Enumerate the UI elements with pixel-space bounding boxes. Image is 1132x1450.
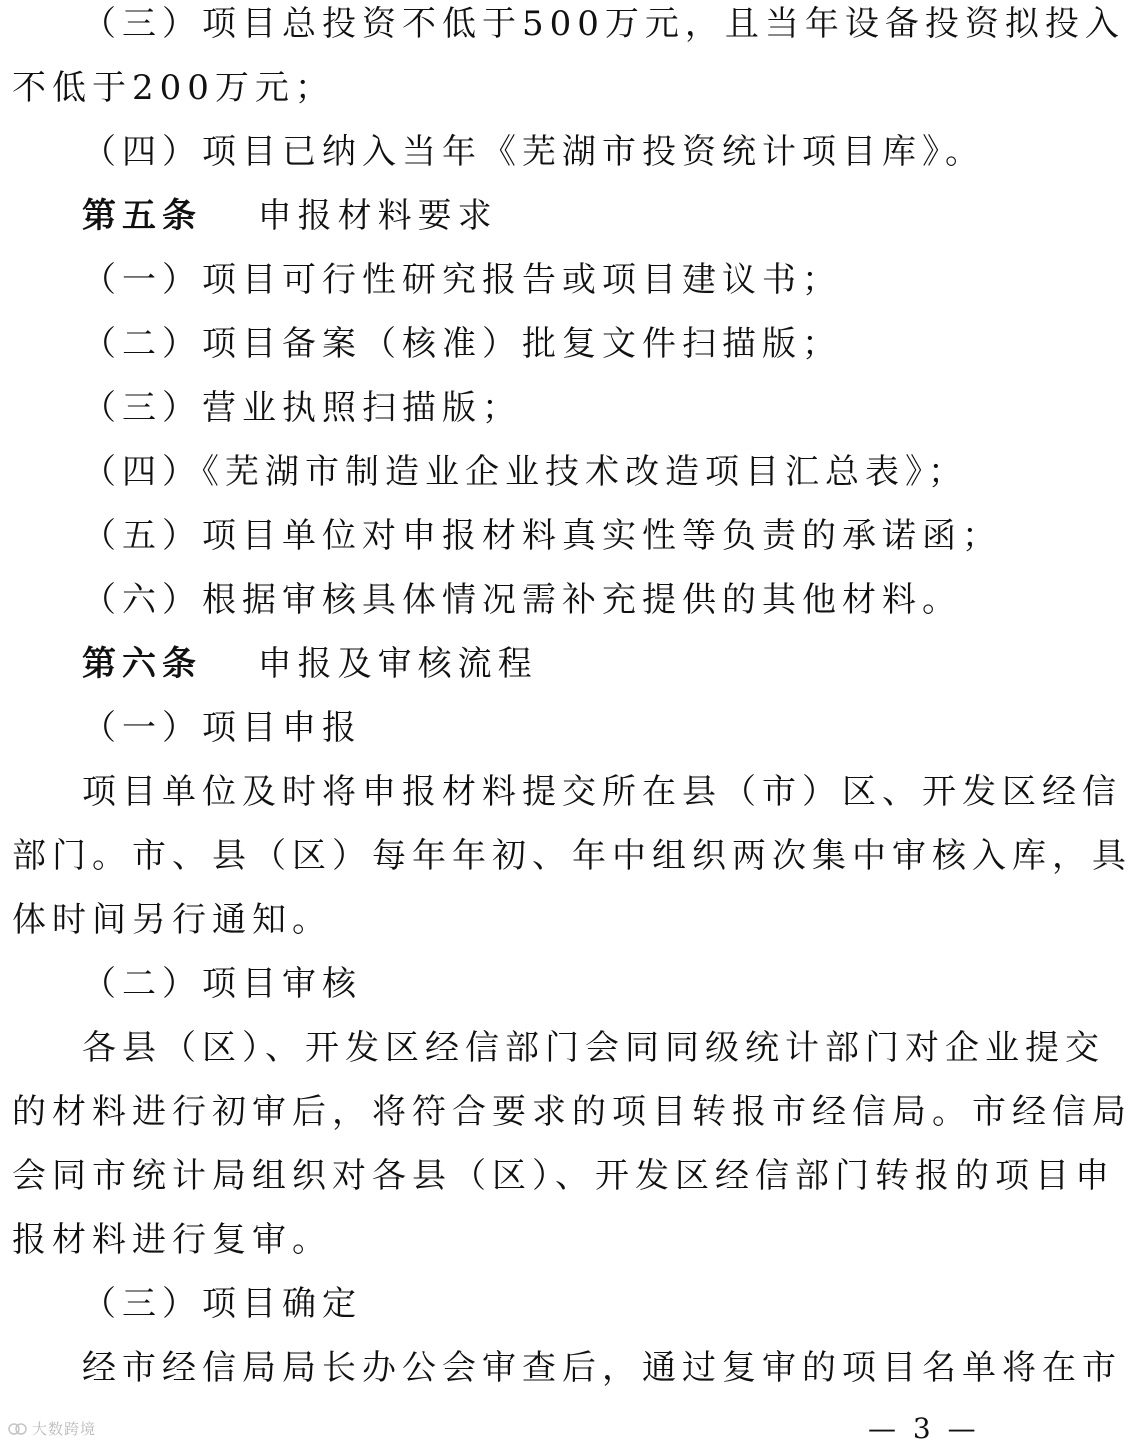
paragraph-line: 体时间另行通知。 xyxy=(12,900,332,940)
list-item: （一）项目可行性研究报告或项目建议书； xyxy=(82,260,842,300)
watermark-text: 大数跨境 xyxy=(32,1420,97,1438)
article-title: 申报材料要求 xyxy=(257,196,498,236)
section-title: （二）项目审核 xyxy=(82,964,362,1004)
paragraph-line: 经市经信局局长办公会审查后，通过复审的项目名单将在市 xyxy=(82,1348,1122,1388)
list-item: （二）项目备案（核准）批复文件扫描版； xyxy=(82,324,842,364)
article-label: 第六条 xyxy=(82,644,202,684)
page-number: — 3 — xyxy=(868,1412,980,1445)
article-label: 第五条 xyxy=(82,196,202,236)
list-item: （三）营业执照扫描版； xyxy=(82,388,522,428)
article-6-heading xyxy=(82,644,538,684)
section-title: （一）项目申报 xyxy=(82,708,362,748)
paragraph-line: （三）项目总投资不低于500万元，且当年设备投资拟投入 xyxy=(82,4,1125,44)
list-item: （五）项目单位对申报材料真实性等负责的承诺函； xyxy=(82,516,1002,556)
list-item: （四）《芜湖市制造业企业技术改造项目汇总表》； xyxy=(82,452,968,492)
paragraph-line: 会同市统计局组织对各县（区）、开发区经信部门转报的项目申 xyxy=(12,1156,1115,1196)
section-title: （三）项目确定 xyxy=(82,1284,362,1324)
paragraph-line: （四）项目已纳入当年《芜湖市投资统计项目库》。 xyxy=(82,132,985,172)
paragraph-line: 部门。市、县（区）每年年初、年中组织两次集中审核入库，具 xyxy=(12,836,1132,876)
watermark-logo-icon xyxy=(8,1422,28,1436)
list-item: （六）根据审核具体情况需补充提供的其他材料。 xyxy=(82,580,962,620)
paragraph-line: 项目单位及时将申报材料提交所在县（市）区、开发区经信 xyxy=(82,772,1122,812)
watermark xyxy=(8,1418,96,1439)
article-5-heading xyxy=(82,196,498,236)
paragraph-line: 各县（区）、开发区经信部门会同同级统计部门对企业提交 xyxy=(82,1028,1105,1068)
paragraph-line: 报材料进行复审。 xyxy=(12,1220,332,1260)
paragraph-line: 不低于200万元； xyxy=(12,68,335,108)
article-title: 申报及审核流程 xyxy=(257,644,538,684)
paragraph-line: 的材料进行初审后，将符合要求的项目转报市经信局。市经信局 xyxy=(12,1092,1132,1132)
